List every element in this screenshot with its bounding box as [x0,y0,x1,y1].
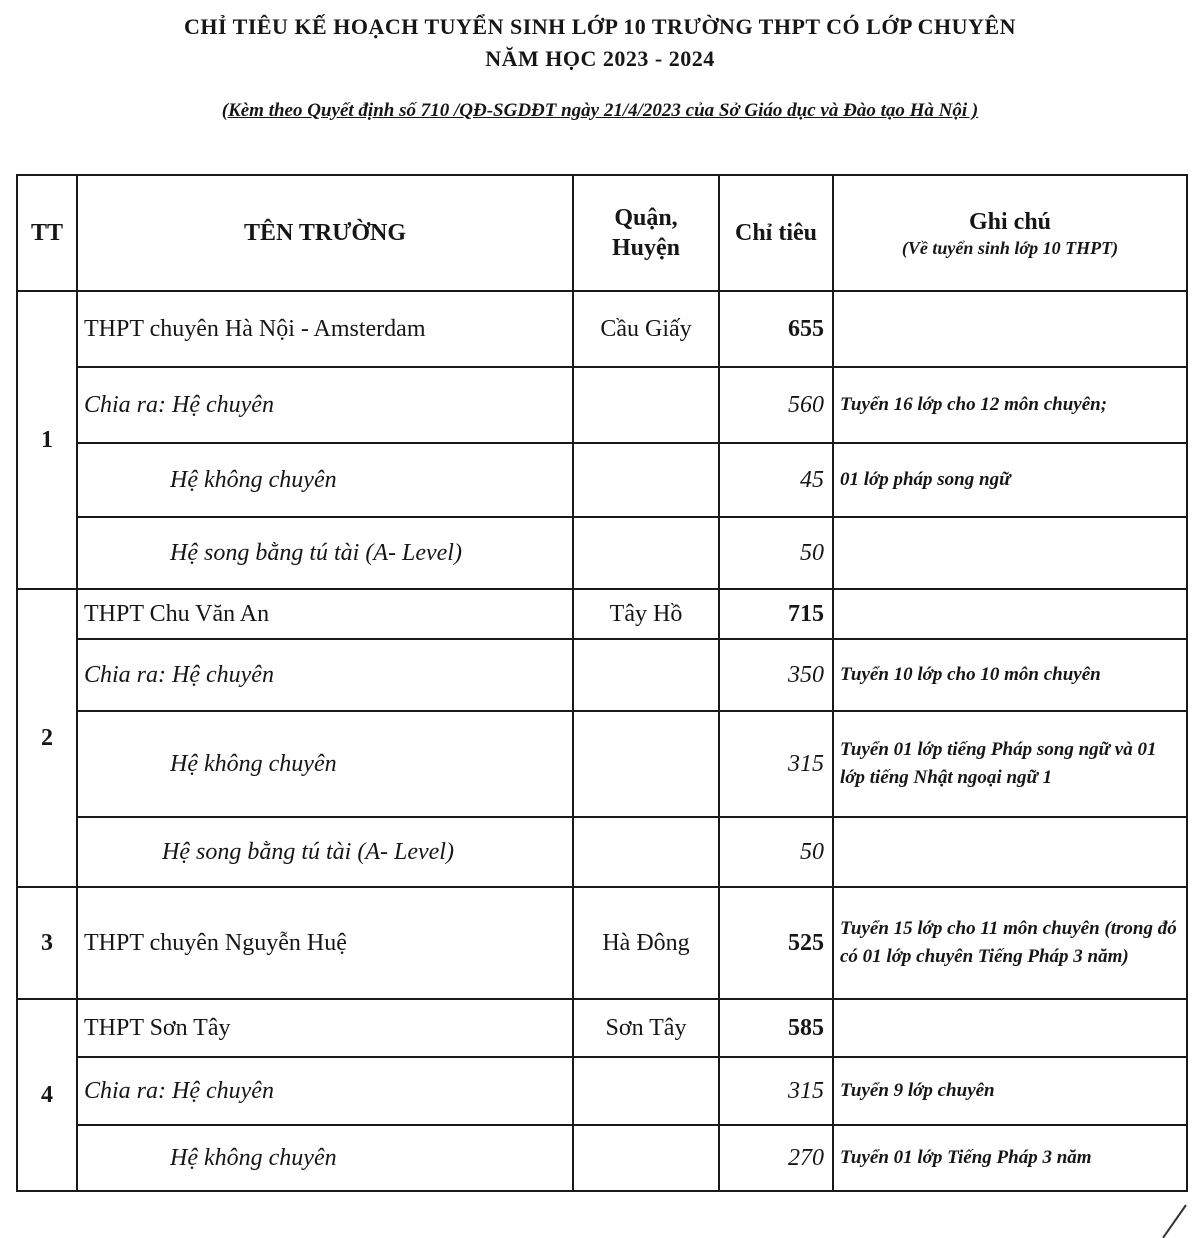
school-name: THPT chuyên Nguyễn Huệ [77,887,573,999]
table-row [17,291,1187,367]
table-row [17,817,1187,887]
quota: 525 [719,887,833,999]
note: 01 lớp pháp song ngữ [833,443,1187,517]
school-name: THPT chuyên Hà Nội - Amsterdam [77,291,573,367]
district [573,1125,719,1191]
table-row [17,443,1187,517]
note: Tuyển 10 lớp cho 10 môn chuyên [833,639,1187,711]
table-row [17,999,1187,1057]
quota: 585 [719,999,833,1057]
district [573,639,719,711]
district [573,367,719,443]
note [833,517,1187,589]
program-label: Hệ không chuyên [77,443,573,517]
row-number: 1 [17,291,77,589]
district [573,1057,719,1125]
district [573,443,719,517]
district: Cầu Giấy [573,291,719,367]
admission-quota-table [16,174,1188,1192]
note: Tuyển 15 lớp cho 11 môn chuyên (trong đó có 01 lớp chuyên Tiếng Pháp 3 năm) [833,887,1187,999]
program-label: Chia ra: Hệ chuyên [77,639,573,711]
header-note [833,175,1187,291]
quota: 715 [719,589,833,639]
quota: 50 [719,817,833,887]
district [573,517,719,589]
header-note-sub: (Về tuyển sinh lớp 10 THPT) [901,237,1119,258]
note: Tuyển 16 lớp cho 12 môn chuyên; [833,367,1187,443]
header-note-label: Ghi chú [968,208,1052,235]
program-label: Hệ song bằng tú tài (A- Level) [77,817,573,887]
school-year: NĂM HỌC 2023 - 2024 [485,46,715,71]
table-row [17,1125,1187,1191]
quota: 560 [719,367,833,443]
district [573,711,719,817]
header-school: TÊN TRƯỜNG [77,175,573,291]
school-name: THPT Chu Văn An [77,589,573,639]
decision-reference: (Kèm theo Quyết định số 710 /QĐ-SGDĐT ngày 21/4/2023 của Sở Giáo dục và Đào tạo Hà Nội ) [221,100,979,121]
district [573,817,719,887]
note: Tuyển 9 lớp chuyên [833,1057,1187,1125]
header-district: Quận, Huyện [573,175,719,291]
header-quota: Chỉ tiêu [719,175,833,291]
note [833,817,1187,887]
quota: 315 [719,1057,833,1125]
row-number: 4 [17,999,77,1191]
note [833,589,1187,639]
note: Tuyển 01 lớp Tiếng Pháp 3 năm [833,1125,1187,1191]
quota: 270 [719,1125,833,1191]
row-number: 3 [17,887,77,999]
program-label: Hệ không chuyên [77,1125,573,1191]
note [833,999,1187,1057]
table-row [17,1057,1187,1125]
document-title: CHỈ TIÊU KẾ HOẠCH TUYỂN SINH LỚP 10 TRƯỜNG THPT CÓ LỚP CHUYÊN [183,14,1017,39]
program-label: Chia ra: Hệ chuyên [77,1057,573,1125]
quota: 655 [719,291,833,367]
quota: 45 [719,443,833,517]
row-number: 2 [17,589,77,887]
program-label: Hệ không chuyên [77,711,573,817]
quota: 50 [719,517,833,589]
table-row [17,711,1187,817]
table-row [17,887,1187,999]
program-label: Chia ra: Hệ chuyên [77,367,573,443]
header-row [17,175,1187,291]
table-row [17,589,1187,639]
district: Tây Hồ [573,589,719,639]
note: Tuyển 01 lớp tiếng Pháp song ngữ và 01 lớp tiếng Nhật ngoại ngữ 1 [833,711,1187,817]
note [833,291,1187,367]
table-row [17,639,1187,711]
school-name: THPT Sơn Tây [77,999,573,1057]
header-tt: TT [17,175,77,291]
table-row [17,517,1187,589]
table-row [17,367,1187,443]
quota: 315 [719,711,833,817]
scan-edge-mark [1162,1204,1187,1238]
program-label: Hệ song bằng tú tài (A- Level) [77,517,573,589]
quota: 350 [719,639,833,711]
district: Sơn Tây [573,999,719,1057]
district: Hà Đông [573,887,719,999]
